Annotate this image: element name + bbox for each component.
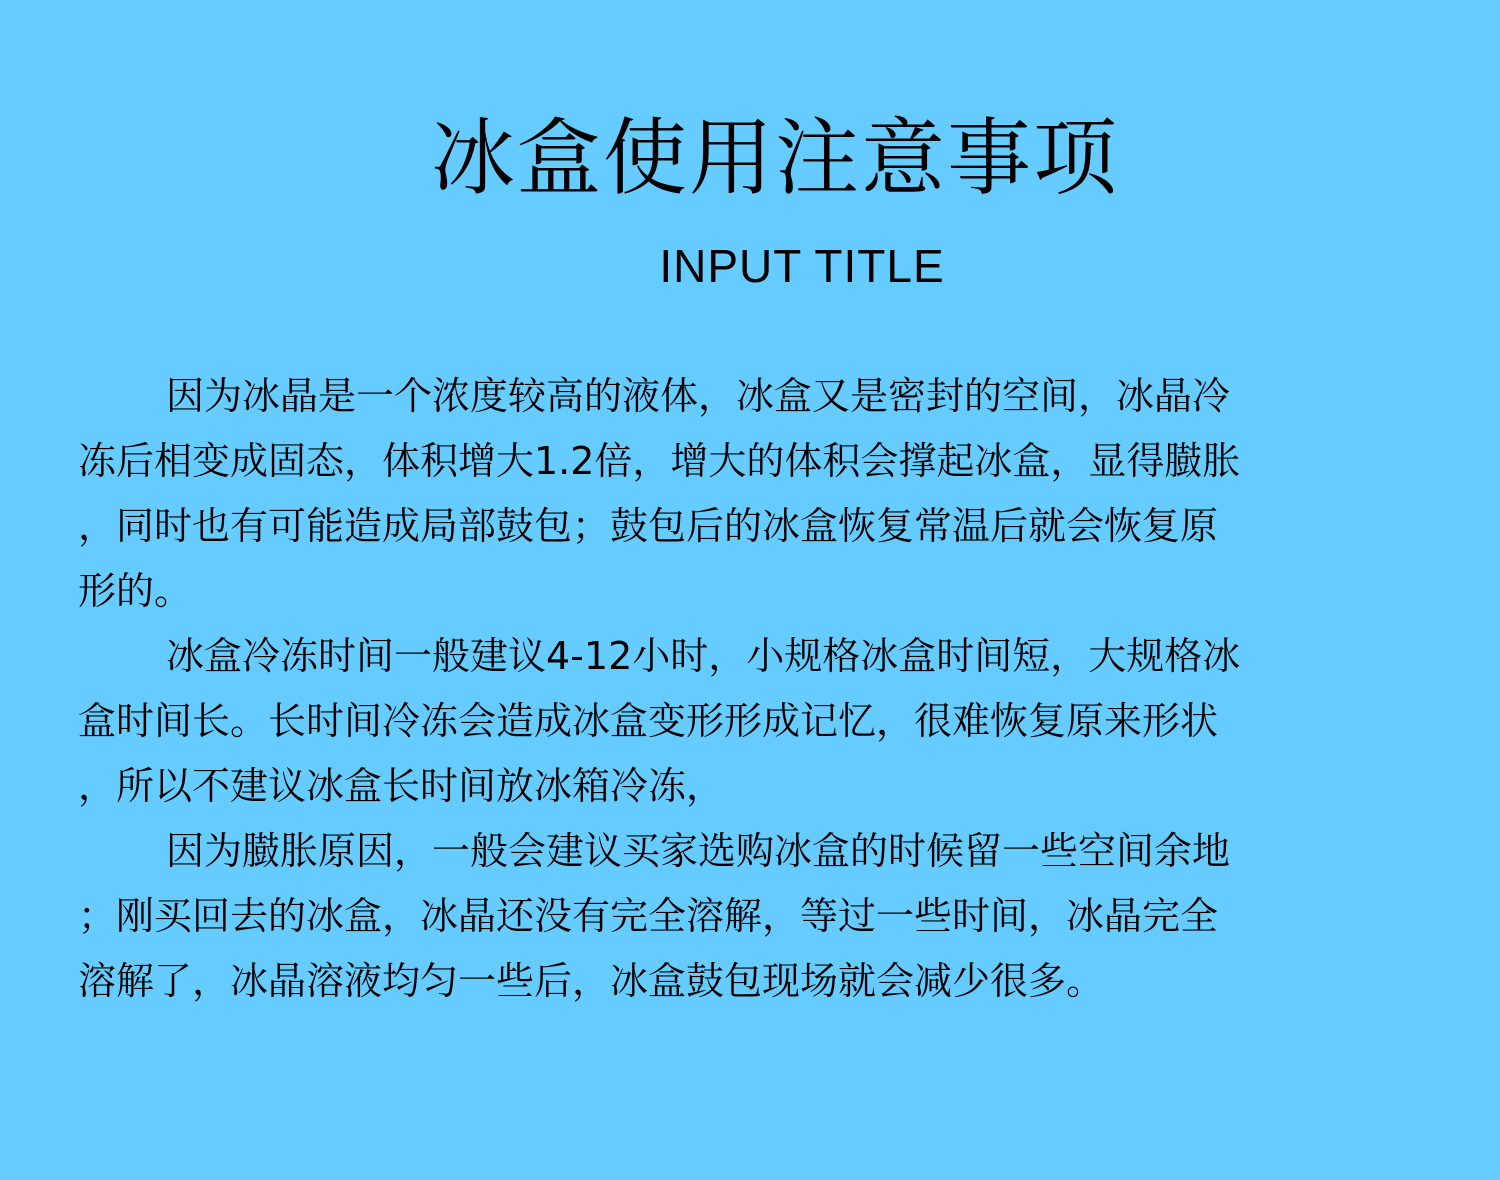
paragraph-1: 因为冰晶是一个浓度较高的液体，冰盒又是密封的空间，冰晶冷 冻后相变成固态，体积增大1.2倍，增大的体积会撑起冰盒，显得臌胀 ，同时也有可能造成局部鼓包；鼓包后的冰盒恢复常温后就会恢复原 形的。 — [78, 374, 1241, 613]
paragraph-3: 因为臌胀原因，一般会建议买家选购冰盒的时候留一些空间余地 ；刚买回去的冰盒，冰晶还没有完全溶解，等过一些时间，冰晶完全 溶解了，冰晶溶液均匀一些后，冰盒鼓包现场就会减少很多。 — [78, 829, 1231, 1003]
page-title: 冰盒使用注意事项 — [430, 109, 1119, 207]
body-text — [78, 364, 1418, 1014]
page-subtitle: INPUT TITLE — [659, 240, 945, 292]
paragraph-2: 冰盒冷冻时间一般建议4-12小时，小规格冰盒时间短，大规格冰 盒时间长。长时间冷冻会造成冰盒变形形成记忆，很难恢复原来形状 ，所以不建议冰盒长时间放冰箱冷冻， — [78, 634, 1241, 808]
